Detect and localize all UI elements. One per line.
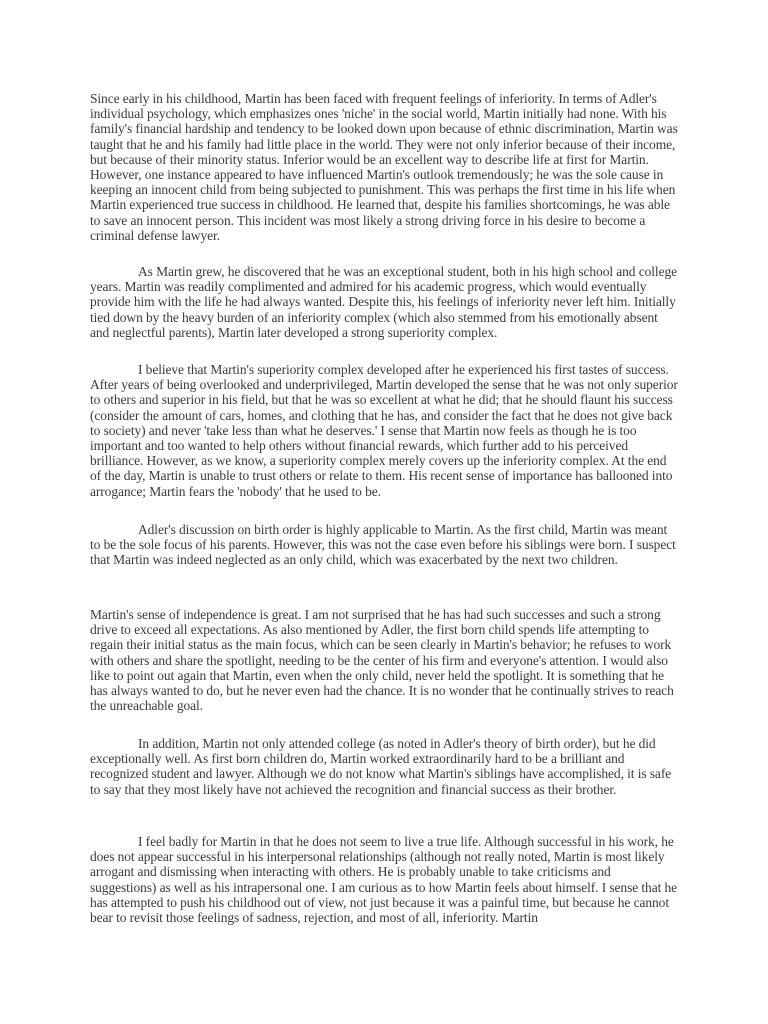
paragraph-2: As Martin grew, he discovered that he was an exceptional student, both in his high school and college years. Martin was readily complimented and admired for his academic progress, which would eventually provide him with the life he had always wanted. Despite this, his feelings of inferiority never left him. Initially tied down by the heavy burden of an inferiority complex (which also stemmed from his emotionally absent and neglectful parents), Martin later developed a strong superiority complex. <box>90 264 678 340</box>
paragraph-7: I feel badly for Martin in that he does not seem to live a true life. Although successful in his work, he does not appear successful in his interpersonal relationships (although not really noted, Martin is most likely arrogant and dismissing when interacting with others. He is probably unable to take criticisms and suggestions) as well as his intrapersonal one. I am curious as to how Martin feels about himself. I sense that he has attempted to push his childhood out of view, not just because it was a painful time, but because he cannot bear to revisit those feelings of sadness, rejection, and most of all, inferiority. Martin <box>90 834 678 926</box>
paragraph-3: I believe that Martin's superiority complex developed after he experienced his first tastes of success. After years of being overlooked and underprivileged, Martin developed the sense that he was not only superior to others and superior in his field, but that he was so excellent at what he did; that he should flaunt his success (consider the amount of cars, homes, and clothing that he has, and consider the fact that he does not give back to society) and never 'take less than what he deserves.' I sense that Martin now feels as though he is too important and too wanted to help others without financial rewards, which further add to his perceived brilliance. However, as we know, a superiority complex merely covers up the inferiority complex. At the end of the day, Martin is unable to trust others or relate to them. His recent sense of importance has ballooned into arrogance; Martin fears the 'nobody' that he used to be. <box>90 362 678 499</box>
paragraph-6: In addition, Martin not only attended college (as noted in Adler's theory of birth order), but he did exceptionally well. As first born children do, Martin worked extraordinarily hard to be a brilliant and recognized student and lawyer. Although we do not know what Martin's siblings have accomplished, it is safe to say that they most likely have not achieved the recognition and financial success as their brother. <box>90 736 672 797</box>
paragraph-5: Martin's sense of independence is great. I am not surprised that he has had such successes and such a strong drive to exceed all expectations. As also mentioned by Adler, the first born child spends life attempting to regain their initial status as the main focus, which can be seen clearly in Martin's behavior; he refuses to work with others and share the spotlight, needing to be the center of his firm and everyone's attention. I would also like to point out again that Martin, even when the only child, never held the spotlight. It is something that he has always wanted to do, but he never even had the chance. It is no wonder that he continually strives to reach the unreachable goal. <box>90 607 674 714</box>
paragraph-1: Since early in his childhood, Martin has been faced with frequent feelings of inferiority. In terms of Adler's individual psychology, which emphasizes ones 'niche' in the social world, Martin initially had none. With his family's financial hardship and tendency to be looked down upon because of ethnic discrimination, Martin was taught that he and his family had little place in the world. They were not only inferior because of their income, but because of their minority status. Inferior would be an excellent way to describe life at first for Martin. However, one instance appeared to have influenced Martin's outlook tremendously; he was the sole cause in keeping an innocent child from being subjected to punishment. This was perhaps the first time in his life when Martin experienced true success in childhood. He learned that, despite his families shortcomings, he was able to save an innocent person. This incident was most likely a strong driving force in his desire to become a criminal defense lawyer. <box>90 91 678 243</box>
paragraph-4: Adler's discussion on birth order is highly applicable to Martin. As the first child, Martin was meant to be the sole focus of his parents. However, this was not the case even before his siblings were born. I suspect that Martin was indeed neglected as an only child, which was exacerbated by the next two children. <box>90 522 676 568</box>
